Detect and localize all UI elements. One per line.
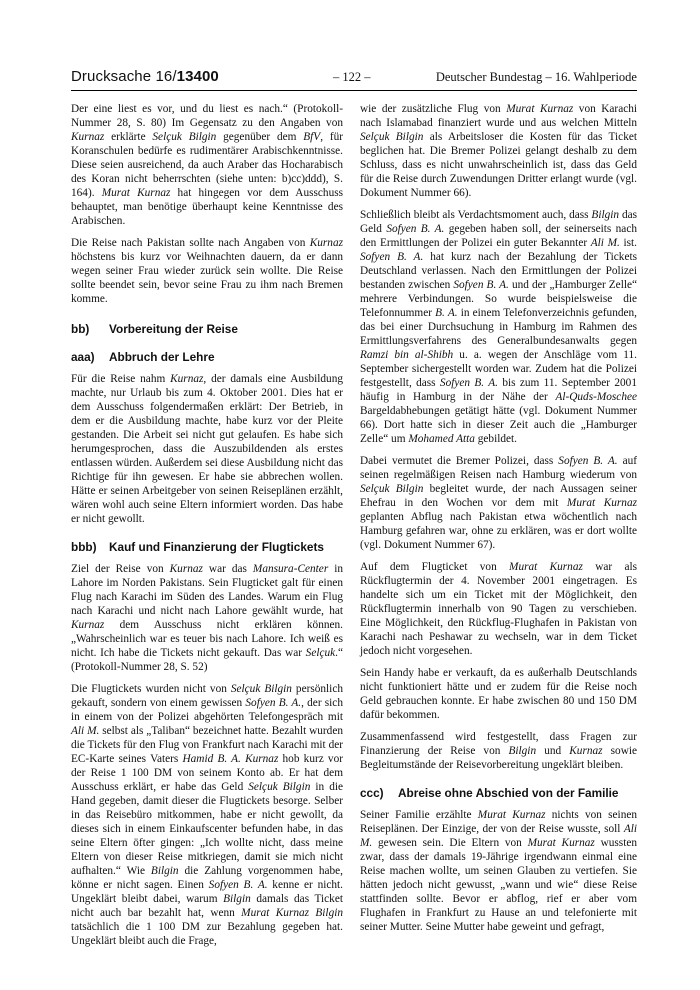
body-text: Auf dem Flugticket von [360,561,510,573]
document-number [71,68,219,85]
paragraph [360,208,637,446]
body-text: , der damals eine Ausbildung machte, nur Urlaub bis zum 4. Oktober 2001. Dies hat er dem Ausschuss folgendermaßen erklärt: Der Betrieb, in dem er die Ausbildung machte, habe kurz vor der Pleite gestanden. Die Arbeit sei nicht gut gelaufen. Es habe sich herumgesprochen, dass die Auszubildenden als erstes entlassen würden. Außerdem sei diese Ausbildung nicht das Richtige für ihn gewesen. Er habe sie abbrechen wollen. Hätte er seinen Arbeitgeber von seinen Reiseplänen erzählt, wären wohl auch seine Eltern informiert worden. Das habe er nicht gewollt. [71,373,343,525]
body-text: bis zum 11. September 2001 häufig in Hamburg in der Nähe der [360,377,637,403]
paragraph [71,562,343,674]
left-column [71,102,343,956]
right-column [360,102,637,942]
emphasis-text: Murat Kurnaz [527,837,595,849]
emphasis-text: Kurnaz [569,745,603,757]
heading-title: Vorbereitung der Reise [109,322,238,336]
emphasis-text: Ali M. [360,823,637,849]
doc-number: 13400 [176,68,219,85]
body-text: geplanten Abflug nach Pakistan etwa wöchentlich nach Hamburg gefahren war, ohne zu erklären, was er dort wollte (vgl. Dokument Nummer 67). [360,511,637,551]
body-text: sowie Begleitumstände der Reisevorbereitung ungeklärt bleiben. [360,745,638,771]
emphasis-text: Bilgin [223,893,251,905]
body-text: Die Flugtickets wurden nicht von [71,683,231,695]
body-text: in einem Telefonverzeichnis gefunden, das bei einer Durchsuchung in Hamburg im Rahmen des Ermittlungsverfahrens des Generalbundesanwalts gegen [360,307,637,347]
body-text: Die Reise nach Pakistan sollte nach Angaben von [71,237,310,249]
paragraph [360,808,637,934]
body-text: das Geld [360,209,637,235]
body-text: damals das Ticket nicht auch bar bezahlt hat, wenn [71,893,343,919]
emphasis-text: B. A. [435,307,458,319]
paragraph [360,102,637,200]
emphasis-text: Kurnaz [169,563,203,575]
body-text: tatsächlich die 1 100 DM zur Bezahlung gegeben hat. Ungeklärt bleibt auch die Frage, [71,921,343,947]
body-text: ist. [619,237,637,249]
emphasis-text: Kurnaz [71,131,105,143]
body-text: und [536,745,570,757]
emphasis-text: Ramzi bin al-Shibh [360,349,454,361]
body-text: hat hingegen vor dem Ausschuss behauptet, man benötige überhaupt keine Kenntnisse des Arabischen. [71,187,344,227]
body-text: die Zahlung vorgenommen habe, könne er nicht sagen. Einen [71,865,343,891]
section-heading-bbb [71,540,343,554]
body-text: selbst als „Taliban“ bezeichnet hatte. Bezahlt wurden die Tickets für den Flug von Frankfurt nach Karachi mit der EC-Karte seines Vaters [71,725,343,765]
emphasis-text: Kurnaz [170,373,204,385]
page-header [71,68,637,91]
body-text: begleitet wurde, der nach Aussagen seiner Ehefrau in den Wochen vor dem mit [360,483,637,509]
body-text: , für Koranschulen bedürfe es rudimentärer Arabischkenntnisse. Diese seien ausreichend, da auch Araber das Hocharabisch des Koran nicht beherrschten (siehe unten: b)cc)ddd), S. 164). [71,131,344,199]
heading-number: bb) [71,322,90,336]
body-text: wie der zusätzliche Flug von [360,103,507,115]
body-text: gegeben haben soll, der seinerseits nach den Ermittlungen der Polizei ein guter Bekannter [360,223,637,249]
body-text: dem Ausschuss nicht erklären können. „Wahrscheinlich war es teuer bis nach Lahore. Ich weiß es nicht. Ich habe die Tickets nicht gekauft. Das war [71,619,343,659]
paragraph [71,682,343,948]
section-heading-bb [71,322,343,336]
emphasis-text: Selçuk Bilgin [360,131,424,143]
section-heading-ccc [360,786,637,800]
emphasis-text: Sofyen B. A. [208,879,268,891]
emphasis-text: Bilgin [591,209,620,221]
body-text: und der „Hamburger Zelle“ mehrere Verbindungen. So wurde beispielsweise die Telefonnummer [360,279,638,319]
emphasis-text: Selçuk Bilgin [152,131,217,143]
doc-prefix: Drucksache 16/ [71,68,177,85]
emphasis-text: Sofyen B. A. [386,223,445,235]
body-text: gewesen sein. Die Eltern von [372,837,528,849]
emphasis-text: Bilgin [150,865,179,877]
emphasis-text: Selçuk Bilgin [230,683,292,695]
emphasis-text: Murat Kurnaz [506,103,574,115]
body-text: Zusammenfassend wird festgestellt, dass Fragen zur Finanzierung der Reise von [360,731,637,757]
heading-number: ccc) [360,786,384,800]
emphasis-text: Kurnaz [71,619,105,631]
paragraph [71,102,343,228]
emphasis-text: Ali M. [590,237,620,249]
body-text: u. a. wegen der Anschläge vom 11. September sichergestellt worden war. Zudem hat die Polizei festgestellt, dass [360,349,637,389]
paragraph [360,730,637,772]
emphasis-text: Sofyen B. A. [439,377,498,389]
emphasis-text: Sofyen B. A. [558,455,618,467]
body-text: als Arbeitsloser die Kosten für das Ticket beglichen hat. Die Bremer Polizei gelangt deshalb zu dem Schluss, dass es nicht unwahrscheinlich ist, dass das Geld für die Reise durch Zuwendungen Dritter erlangt wurde (vgl. Dokument Nummer 66). [360,131,637,199]
publisher: Deutscher Bundestag – 16. Wahlperiode [435,70,637,84]
body-text: erklärte [104,131,153,143]
body-text: gegenüber dem [216,131,304,143]
paragraph [71,372,343,526]
body-text: von Karachi nach Islamabad finanziert wurde und aus welchen Mitteln [360,103,638,129]
body-text: auf seinen regelmäßigen Reisen nach Hamburg wiederum von [360,455,638,481]
body-text: Sein Handy habe er verkauft, da es außerhalb Deutschlands nicht funktioniert hätte und er zudem für die Reise noch Geld gebrauchen konnte. Er habe zwischen 80 und 150 DM dafür bekommen. [360,667,637,721]
emphasis-text: Murat Kurnaz [477,809,546,821]
emphasis-text: Selçuk [305,647,336,659]
paragraph [360,454,637,552]
paragraph [360,560,637,658]
heading-number: aaa) [71,350,95,364]
emphasis-text: Bilgin [508,745,537,757]
emphasis-text: Mohamed Atta [408,433,475,445]
body-text: Bargeldabhebungen getätigt hätte (vgl. Dokument Nummer 66). Dort hatte sich in dieser Zeit auch die „Hamburger Zelle“ um [360,405,637,445]
emphasis-text: BfV [303,131,321,143]
body-text: wussten zwar, dass der damals 19-Jährige irgendwann einmal eine Reise machen wollte, um seinen Glauben zu vertiefen. Sie hätten jedoch nicht gewusst, „wann und wie“ diese Reise stattfinden sollte. Bevor er abflog, rief er aber vom Flughafen in Frankfurt zu Hause an und telefonierte mit seiner Mutter. Seine Mutter habe geweint und gefragt, [360,837,637,933]
emphasis-text: Sofyen B. A. [453,279,509,291]
emphasis-text: Ali M. [71,725,100,737]
body-text: Dabei vermutet die Bremer Polizei, dass [360,455,559,467]
paragraph [71,236,343,306]
body-text: gebildet. [474,433,517,445]
emphasis-text: Mansura-Center [252,563,329,575]
body-text: persönlich gekauft, sondern von einem gewissen [71,683,343,709]
heading-number: bbb) [71,540,97,554]
body-text: , der sich in einem von der Polizei abgehörten Telefongespräch mit [71,697,343,723]
body-text: hob kurz vor der Reise 1 100 DM von seinem Konto ab. Er hat dem Ausschuss erklärt, er habe das Geld [71,753,343,793]
body-text: nichts von seinen Reiseplänen. Der Einzige, der von der Reise wusste, soll [360,809,638,835]
heading-title: Abbruch der Lehre [109,350,215,364]
body-text: Ziel der Reise von [71,563,170,575]
emphasis-text: Al-Quds-Moschee [555,391,637,403]
paragraph [360,666,637,722]
emphasis-text: Murat Kurnaz [101,187,171,199]
emphasis-text: Murat Kurnaz [566,497,638,509]
body-text: in die Hand gegeben, damit dieser die Flugtickets besorge. Selber in das Reisebüro mitkommen, habe er nicht gewollt, da dieses sich in einem Einkaufscenter befunden habe, in das seine Eltern öfter gingen: „Ich wollte nicht, dass meine Eltern von dieser Reise mitkriegen, damit sie mich nicht aufhalten.“ Wie [71,781,344,877]
heading-title: Abreise ohne Abschied von der Familie [398,786,619,800]
emphasis-text: Selçuk Bilgin [360,483,424,495]
body-text: kenne er nicht. Ungeklärt bleibt dabei, warum [71,879,343,905]
emphasis-text: Murat Kurnaz Bilgin [241,907,344,919]
body-text: Seiner Familie erzählte [360,809,478,821]
emphasis-text: Kurnaz [309,237,343,249]
page-number: – 122 – [333,70,371,84]
body-text: Für die Reise nahm [71,373,171,385]
body-text: war das [202,563,253,575]
emphasis-text: Hamid B. A. Kurnaz [182,753,279,765]
body-text: Schließlich bleibt als Verdachtsmoment auch, dass [360,209,592,221]
body-text: hat kurz nach der Bezahlung der Tickets Deutschland verlassen. Nach den Ermittlungen der Polizei bestanden zwischen [360,251,637,291]
body-text: war als Rückflugtermin der 4. November 2001 eingetragen. Es handelte sich um ein Ticket mit der Möglichkeit, den Rückflugtermin innerhalb von 90 Tagen zu verschieben. Eine Möglichkeit, den Rückflug-Flughafen in Pakistan von Karachi nach Peshawar zu wechseln, war in dem Ticket jedoch nicht vorgesehen. [360,561,638,657]
body-text: höchstens bis kurz vor Weihnachten dauern, da er dann wegen seiner Frau wieder zurück sein wollte. Die Reise sollte beendet sein, bevor seine Frau zu ihm nach Bremen komme. [71,251,343,305]
section-heading-aaa [71,350,343,364]
body-text: .“ (Protokoll-Nummer 28, S. 52) [71,647,343,673]
body-text: Der eine liest es vor, und du liest es nach.“ (Protokoll-Nummer 28, S. 80) Im Gegensatz zu den Angaben von [71,103,343,129]
emphasis-text: Sofyen B. A. [245,697,302,709]
body-text: in Lahore im Norden Pakistans. Sein Flugticket galt für einen Flug nach Karachi im Süden des Landes. Warum ein Flug nach Karachi und nicht nach Lahore gewählt wurde, hat [71,563,343,617]
emphasis-text: Selçuk Bilgin [248,781,311,793]
emphasis-text: Murat Kurnaz [509,561,583,573]
emphasis-text: Sofyen B. A. [360,251,424,263]
heading-title: Kauf und Finanzierung der Flugtickets [109,540,324,554]
